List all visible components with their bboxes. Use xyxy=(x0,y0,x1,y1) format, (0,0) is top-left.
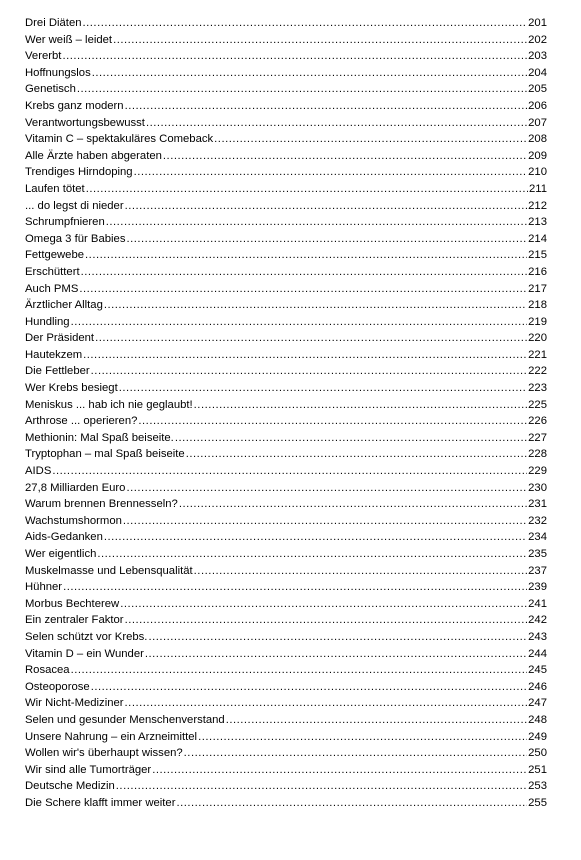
toc-entry-title: Wollen wir's überhaupt wissen? xyxy=(25,747,183,760)
toc-entry xyxy=(25,15,547,32)
toc-entry-title: Die Schere klafft immer weiter xyxy=(25,796,176,809)
toc-entry-page-number: 231 xyxy=(528,498,547,511)
toc-entry xyxy=(25,513,547,530)
dot-leader xyxy=(116,778,527,795)
dot-leader xyxy=(186,446,527,463)
toc-entry xyxy=(25,98,547,115)
dot-leader xyxy=(79,281,527,298)
toc-entry-title: Laufen tötet xyxy=(25,182,85,195)
toc-entry-page-number: 232 xyxy=(528,514,547,527)
dot-leader xyxy=(152,762,527,779)
toc-entry-page-number: 210 xyxy=(528,166,547,179)
toc-entry xyxy=(25,148,547,165)
toc-entry xyxy=(25,131,547,148)
dot-leader xyxy=(134,164,528,181)
toc-entry-page-number: 244 xyxy=(528,647,547,660)
dot-leader xyxy=(106,214,527,231)
toc-entry-title: ... do legst di nieder xyxy=(25,199,124,212)
toc-entry xyxy=(25,231,547,248)
toc-entry xyxy=(25,463,547,480)
toc-entry-page-number: 227 xyxy=(528,431,547,444)
dot-leader xyxy=(92,65,527,82)
dot-leader xyxy=(226,712,527,729)
toc-entry-title: Vererbt xyxy=(25,50,62,63)
dot-leader xyxy=(125,612,528,629)
dot-leader xyxy=(62,48,527,65)
toc-entry xyxy=(25,546,547,563)
toc-entry-page-number: 212 xyxy=(528,199,547,212)
toc-entry xyxy=(25,347,547,364)
toc-entry-title: Krebs ganz modern xyxy=(25,99,124,112)
toc-entry-page-number: 241 xyxy=(528,597,547,610)
toc-entry-page-number: 228 xyxy=(528,448,547,461)
toc-entry-page-number: 207 xyxy=(528,116,547,129)
toc-entry xyxy=(25,330,547,347)
dot-leader xyxy=(71,314,528,331)
toc-entry-title: Osteoporose xyxy=(25,680,90,693)
toc-entry xyxy=(25,629,547,646)
toc-entry xyxy=(25,281,547,298)
toc-entry xyxy=(25,380,547,397)
toc-entry xyxy=(25,397,547,414)
toc-entry-page-number: 229 xyxy=(528,465,547,478)
toc-entry xyxy=(25,795,547,812)
dot-leader xyxy=(81,264,528,281)
toc-entry-page-number: 255 xyxy=(528,796,547,809)
toc-entry-title: Wer weiß – leidet xyxy=(25,33,113,46)
toc-entry-title: Wer Krebs besiegt xyxy=(25,382,118,395)
toc-entry-page-number: 251 xyxy=(528,763,547,776)
toc-entry-title: Selen schützt vor Krebs. xyxy=(25,630,148,643)
toc-entry-title: Wachstumshormon xyxy=(25,514,122,527)
toc-entry-page-number: 204 xyxy=(528,66,547,79)
toc-entry-title: AIDS xyxy=(25,465,52,478)
toc-entry-page-number: 245 xyxy=(528,664,547,677)
toc-entry-page-number: 225 xyxy=(528,398,547,411)
dot-leader xyxy=(113,32,527,49)
toc-entry xyxy=(25,198,547,215)
toc-entry-title: Tryptophan – mal Spaß beiseite xyxy=(25,448,185,461)
toc-entry-title: Hautekzem xyxy=(25,348,83,361)
toc-entry-page-number: 203 xyxy=(528,50,547,63)
toc-entry-page-number: 208 xyxy=(528,133,547,146)
toc-entry-title: Alle Ärzte haben abgeraten xyxy=(25,149,162,162)
toc-entry xyxy=(25,297,547,314)
toc-entry-title: Warum brennen Brennesseln? xyxy=(25,498,178,511)
dot-leader xyxy=(104,297,527,314)
toc-entry-page-number: 249 xyxy=(528,730,547,743)
toc-entry-page-number: 216 xyxy=(528,265,547,278)
dot-leader xyxy=(175,430,527,447)
dot-leader xyxy=(146,115,527,132)
toc-entry xyxy=(25,247,547,264)
dot-leader xyxy=(91,679,527,696)
dot-leader xyxy=(95,330,527,347)
dot-leader xyxy=(83,15,528,32)
dot-leader xyxy=(179,496,527,513)
toc-entry xyxy=(25,529,547,546)
toc-entry-page-number: 218 xyxy=(528,299,547,312)
dot-leader xyxy=(194,563,527,580)
toc-entry-page-number: 230 xyxy=(528,481,547,494)
toc-entry-page-number: 219 xyxy=(528,315,547,328)
dot-leader xyxy=(125,198,528,215)
toc-entry xyxy=(25,679,547,696)
toc-entry-title: Methionin: Mal Spaß beiseite. xyxy=(25,431,174,444)
toc-entry-page-number: 242 xyxy=(528,614,547,627)
dot-leader xyxy=(125,695,528,712)
toc-entry-title: Meniskus ... hab ich nie geglaubt! xyxy=(25,398,193,411)
toc-entry-title: Die Fettleber xyxy=(25,365,90,378)
toc-entry-title: Selen und gesunder Menschenverstand xyxy=(25,713,225,726)
dot-leader xyxy=(138,413,527,430)
dot-leader xyxy=(126,231,527,248)
toc-entry-page-number: 223 xyxy=(528,382,547,395)
toc-entry-title: Arthrose ... operieren? xyxy=(25,415,138,428)
toc-entry-title: Erschüttert xyxy=(25,265,80,278)
toc-entry xyxy=(25,579,547,596)
toc-entry xyxy=(25,32,547,49)
toc-entry-page-number: 220 xyxy=(528,332,547,345)
toc-entry-title: Verantwortungsbewusst xyxy=(25,116,145,129)
toc-entry-title: Morbus Bechterew xyxy=(25,597,120,610)
toc-entry-title: Hühner xyxy=(25,581,63,594)
toc-entry-page-number: 205 xyxy=(528,83,547,96)
dot-leader xyxy=(198,729,527,746)
dot-leader xyxy=(119,380,527,397)
dot-leader xyxy=(125,98,528,115)
dot-leader xyxy=(120,596,527,613)
toc-entry-title: Unsere Nahrung – ein Arzneimittel xyxy=(25,730,198,743)
toc-entry xyxy=(25,214,547,231)
dot-leader xyxy=(214,131,527,148)
toc-entry-title: Wir sind alle Tumorträger xyxy=(25,763,152,776)
dot-leader xyxy=(194,397,527,414)
toc-entry-title: Auch PMS xyxy=(25,282,79,295)
toc-entry-page-number: 214 xyxy=(528,232,547,245)
toc-entry-page-number: 215 xyxy=(528,249,547,262)
toc-entry xyxy=(25,164,547,181)
toc-entry xyxy=(25,65,547,82)
table-of-contents xyxy=(25,15,547,812)
toc-entry xyxy=(25,430,547,447)
toc-entry-page-number: 247 xyxy=(528,697,547,710)
dot-leader xyxy=(52,463,527,480)
toc-entry-page-number: 213 xyxy=(528,216,547,229)
toc-entry-page-number: 217 xyxy=(528,282,547,295)
toc-entry-page-number: 226 xyxy=(528,415,547,428)
toc-entry-page-number: 211 xyxy=(528,182,547,195)
toc-entry xyxy=(25,729,547,746)
toc-entry xyxy=(25,612,547,629)
toc-entry xyxy=(25,646,547,663)
toc-entry xyxy=(25,480,547,497)
toc-entry xyxy=(25,363,547,380)
toc-entry-title: Vitamin C – spektakuläres Comeback xyxy=(25,133,214,146)
dot-leader xyxy=(91,363,527,380)
toc-entry xyxy=(25,778,547,795)
toc-entry-page-number: 243 xyxy=(528,630,547,643)
toc-entry xyxy=(25,314,547,331)
dot-leader xyxy=(83,347,527,364)
dot-leader xyxy=(176,795,527,812)
toc-entry-title: Trendiges Hirndoping xyxy=(25,166,133,179)
toc-entry-title: 27,8 Milliarden Euro xyxy=(25,481,126,494)
dot-leader xyxy=(71,662,528,679)
toc-entry-title: Vitamin D – ein Wunder xyxy=(25,647,144,660)
toc-entry-title: Hundling xyxy=(25,315,70,328)
toc-entry-page-number: 237 xyxy=(528,564,547,577)
toc-entry-page-number: 221 xyxy=(528,348,547,361)
toc-entry-page-number: 235 xyxy=(528,548,547,560)
toc-entry-page-number: 206 xyxy=(528,99,547,112)
dot-leader xyxy=(126,480,527,497)
dot-leader xyxy=(97,546,527,563)
toc-entry xyxy=(25,563,547,580)
dot-leader xyxy=(77,81,527,98)
toc-entry xyxy=(25,712,547,729)
toc-entry xyxy=(25,695,547,712)
dot-leader xyxy=(148,629,527,646)
toc-entry-title: Drei Diäten xyxy=(25,17,82,29)
toc-entry-page-number: 253 xyxy=(528,780,547,793)
toc-entry-title: Schrumpfnieren xyxy=(25,216,105,229)
toc-entry-page-number: 209 xyxy=(528,149,547,162)
toc-entry xyxy=(25,596,547,613)
toc-entry xyxy=(25,81,547,98)
toc-entry xyxy=(25,264,547,281)
toc-entry-title: Ärztlicher Alltag xyxy=(25,299,103,312)
toc-entry-page-number: 202 xyxy=(528,33,547,46)
toc-entry-title: Genetisch xyxy=(25,83,76,96)
toc-entry-title: Aids-Gedanken xyxy=(25,531,103,544)
dot-leader xyxy=(86,181,528,198)
toc-entry-page-number: 246 xyxy=(528,680,547,693)
toc-entry xyxy=(25,745,547,762)
toc-entry-title: Deutsche Medizin xyxy=(25,780,115,793)
toc-entry xyxy=(25,496,547,513)
toc-entry xyxy=(25,662,547,679)
toc-entry xyxy=(25,48,547,65)
toc-entry xyxy=(25,446,547,463)
dot-leader xyxy=(163,148,527,165)
toc-entry-page-number: 250 xyxy=(528,747,547,760)
toc-entry-page-number: 239 xyxy=(528,581,547,594)
toc-entry xyxy=(25,413,547,430)
toc-entry-page-number: 234 xyxy=(528,531,547,544)
toc-entry-title: Hoffnungslos xyxy=(25,66,91,79)
toc-entry-title: Rosacea xyxy=(25,664,70,677)
toc-entry-title: Muskelmasse und Lebensqualität xyxy=(25,564,193,577)
toc-entry-title: Fettgewebe xyxy=(25,249,85,262)
toc-entry-title: Ein zentraler Faktor xyxy=(25,614,124,627)
toc-entry-page-number: 201 xyxy=(528,17,547,29)
toc-entry-title: Wir Nicht-Mediziner xyxy=(25,697,124,710)
toc-entry-title: Wer eigentlich xyxy=(25,548,97,560)
dot-leader xyxy=(184,745,527,762)
dot-leader xyxy=(104,529,527,546)
dot-leader xyxy=(85,247,527,264)
toc-entry xyxy=(25,762,547,779)
toc-entry-page-number: 222 xyxy=(528,365,547,378)
toc-entry xyxy=(25,115,547,132)
toc-entry-title: Der Präsident xyxy=(25,332,95,345)
toc-entry-title: Omega 3 für Babies xyxy=(25,232,126,245)
dot-leader xyxy=(63,579,527,596)
dot-leader xyxy=(145,646,527,663)
dot-leader xyxy=(123,513,527,530)
toc-entry xyxy=(25,181,547,198)
toc-entry-page-number: 248 xyxy=(528,713,547,726)
